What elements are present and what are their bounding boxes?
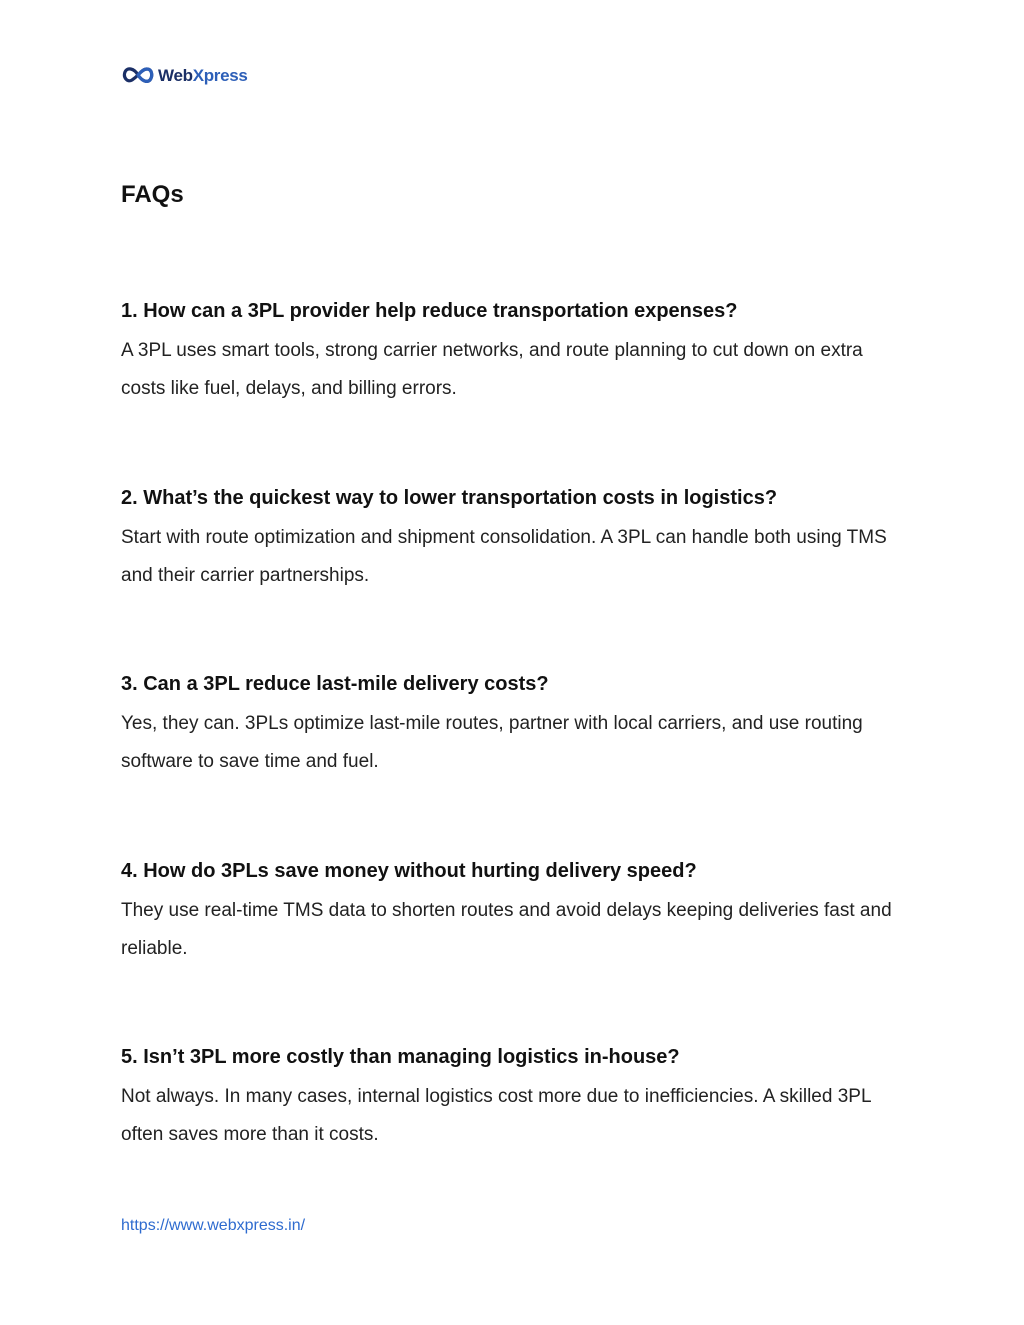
faq-item [121, 669, 911, 856]
faq-item [121, 483, 911, 670]
faq-list [121, 296, 911, 1229]
faq-item [121, 1042, 911, 1229]
faq-answer: Yes, they can. 3PLs optimize last-mile routes, partner with local carriers, and use routing software to save time and fuel. [121, 713, 863, 772]
brand-logo [121, 62, 248, 88]
infinity-logo-icon [121, 64, 155, 86]
faq-item [121, 856, 911, 1043]
faq-answer: They use real-time TMS data to shorten routes and avoid delays keeping deliveries fast and reliable. [121, 899, 892, 959]
brand-name-part2: Xpress [192, 65, 248, 85]
faq-answer: Not always. In many cases, internal logistics cost more due to inefficiencies. A skilled 3PL often saves more than it costs. [121, 1086, 871, 1145]
page-title: FAQs [121, 181, 184, 208]
footer-website-link[interactable]: https://www.webxpress.in/ [121, 1217, 306, 1234]
brand-name-part1: Web [158, 65, 193, 85]
faq-item [121, 296, 911, 483]
brand-name [158, 67, 248, 84]
faq-question: 1. How can a 3PL provider help reduce transportation expenses? [121, 300, 738, 322]
faq-answer: A 3PL uses smart tools, strong carrier networks, and route planning to cut down on extra costs like fuel, delays, and billing errors. [121, 340, 863, 399]
faq-question: 2. What’s the quickest way to lower transportation costs in logistics? [121, 486, 778, 509]
faq-question: 3. Can a 3PL reduce last-mile delivery costs? [121, 673, 549, 695]
faq-question: 4. How do 3PLs save money without hurting delivery speed? [121, 859, 697, 882]
faq-question: 5. Isn’t 3PL more costly than managing logistics in-house? [121, 1046, 680, 1068]
faq-answer: Start with route optimization and shipment consolidation. A 3PL can handle both using TMS and their carrier partnerships. [121, 526, 887, 586]
